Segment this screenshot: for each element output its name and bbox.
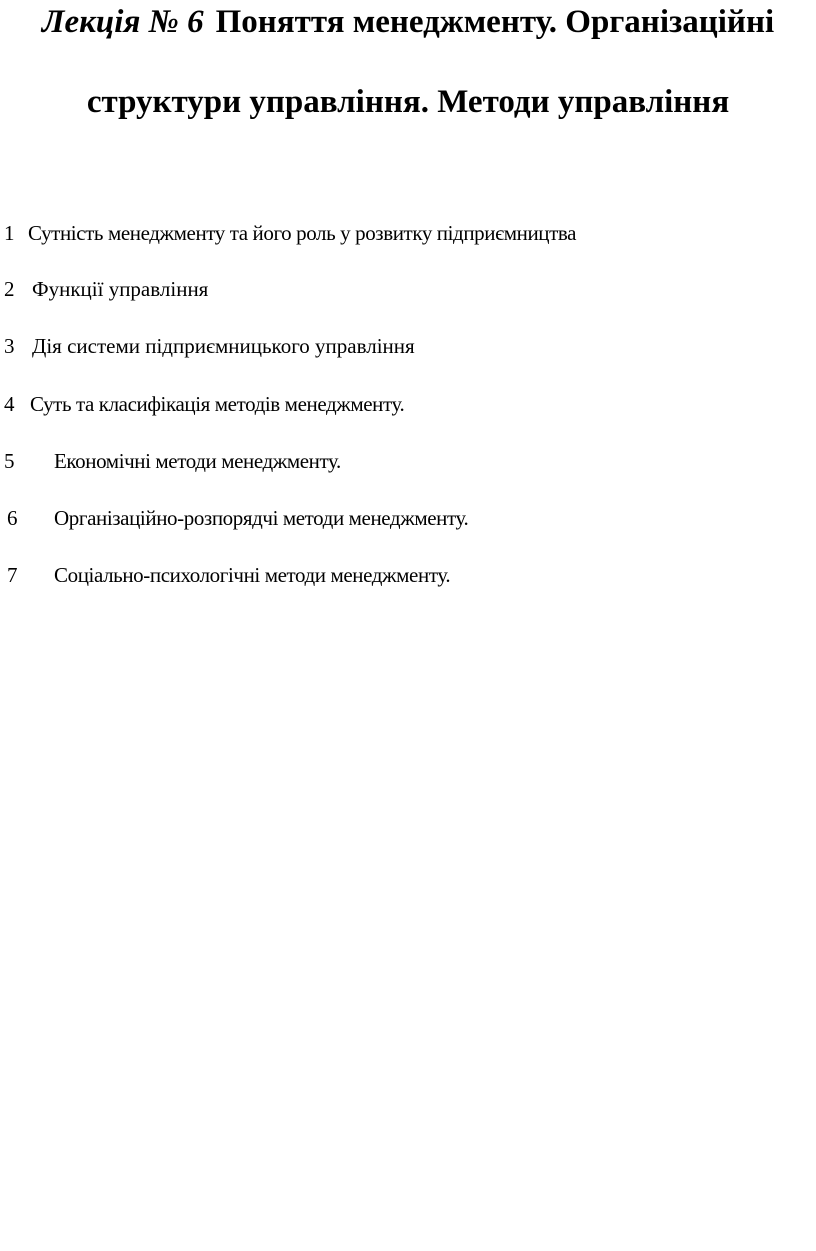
document-title-line-1 <box>0 2 816 42</box>
list-item-text: Функції управління <box>32 277 209 301</box>
document-title-line-2: структури управління. Методи управління <box>86 84 730 120</box>
list-item-text: Суть та класифікація методів менеджменту. <box>30 392 405 416</box>
list-item-text: Сутність менеджменту та його роль у розвитку підприємництва <box>28 221 577 245</box>
list-item-number: 1 <box>4 221 15 245</box>
list-item-number: 5 <box>4 449 15 473</box>
list-item-text: Дія системи підприємницького управління <box>32 334 415 358</box>
list-item-text: Соціально-психологічні методи менеджменту. <box>54 563 451 587</box>
list-item-number: 3 <box>4 334 15 358</box>
list-item-text: Економічні методи менеджменту. <box>54 449 341 473</box>
title-text: Поняття менеджменту. Організаційні <box>215 4 775 40</box>
list-item-number: 2 <box>4 277 15 301</box>
list-item-text: Організаційно-розпорядчі методи менеджменту. <box>54 506 469 530</box>
list-item-number: 4 <box>4 392 15 416</box>
lecture-label: Лекція № 6 <box>41 4 204 40</box>
list-item-number: 7 <box>7 563 18 587</box>
list-item-number: 6 <box>7 506 18 530</box>
